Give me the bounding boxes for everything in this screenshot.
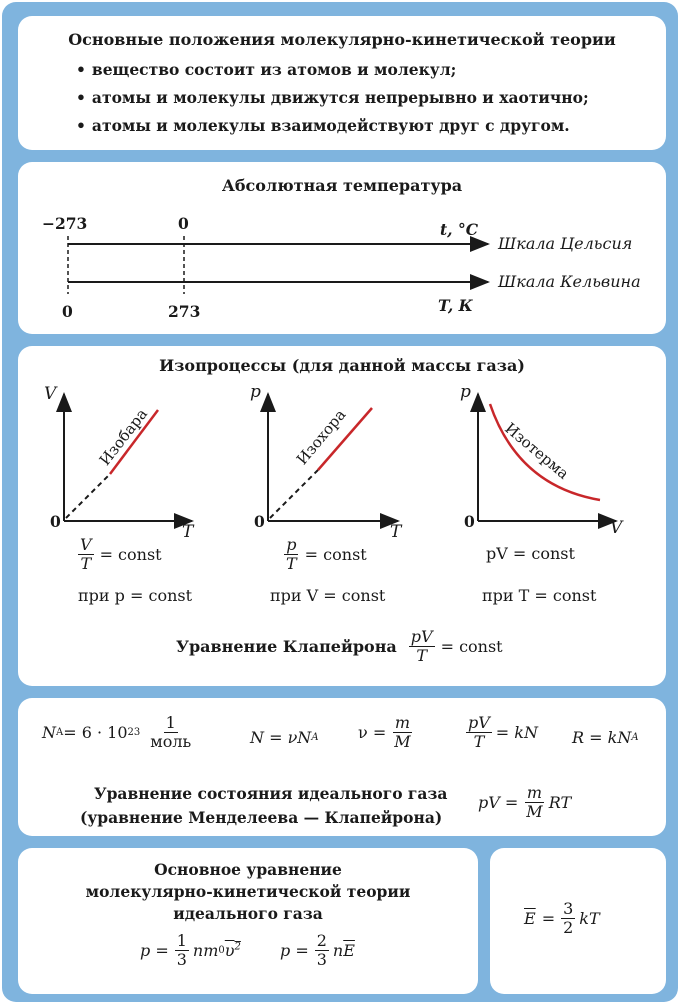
mkt-card bbox=[18, 16, 666, 150]
isobar-fraction: $\frac{V}{T}$ bbox=[80, 535, 92, 573]
isobar-condition: при p = const bbox=[78, 586, 193, 605]
pressure-energy-formula: p = $\frac{2}{3}$ n $\overline{E}$ bbox=[280, 931, 355, 969]
graph1-dashed-line bbox=[66, 474, 110, 518]
formulas-card bbox=[18, 698, 666, 836]
graph2-origin: 0 bbox=[254, 512, 265, 531]
isochore-fraction: $\frac{p}{T}$ bbox=[286, 535, 297, 573]
mkt-title: Основные положения молекулярно-кинетической теории bbox=[68, 30, 616, 49]
basic-equation-card bbox=[18, 848, 478, 994]
celsius-left-label: −273 bbox=[42, 214, 88, 233]
mkt-item-text: вещество состоит из атомов и молекул; bbox=[91, 60, 457, 79]
amount-fraction: $\frac{m}{M}$ bbox=[394, 713, 411, 751]
clapeyron-fraction: $\frac{pV}{T}$ bbox=[410, 627, 433, 665]
graph1-y-label: V bbox=[44, 384, 57, 404]
mkt-item-text: атомы и молекулы движутся непрерывно и хаотично; bbox=[91, 88, 589, 107]
energy-card bbox=[490, 848, 666, 994]
isoprocesses-card bbox=[18, 346, 666, 686]
mean-square-velocity: $\upsilon^2$ bbox=[224, 940, 241, 960]
gas-constant-formula: R = kN A bbox=[572, 728, 639, 747]
avogadro-fraction: $\frac{1}{\text{моль}}$ bbox=[150, 713, 192, 751]
pv-t-formula: $\frac{pV}{T}$ = kN bbox=[468, 713, 538, 751]
isochore-condition: при V = const bbox=[270, 586, 386, 605]
state-equation-label-1: Уравнение состояния идеального газа bbox=[94, 784, 448, 803]
amount-formula: ν = $\frac{m}{M}$ bbox=[358, 713, 411, 751]
kelvin-unit: T, К bbox=[438, 296, 473, 315]
mean-energy-symbol: $\overline{E}$ bbox=[343, 940, 355, 960]
basic-title-1: Основное уравнение bbox=[154, 860, 342, 879]
basic-title-2: молекулярно-кинетической теории bbox=[85, 882, 411, 901]
temperature-card bbox=[18, 162, 666, 334]
mkt-item-text: атомы и молекулы взаимодействуют друг с другом. bbox=[91, 116, 570, 135]
basic-title-3: идеального газа bbox=[173, 904, 323, 923]
bullet-icon: • bbox=[76, 60, 86, 79]
isoprocesses-title: Изопроцессы (для данной массы газа) bbox=[159, 356, 525, 375]
graph3-origin: 0 bbox=[464, 512, 475, 531]
two-thirds-fraction: $\frac{2}{3}$ bbox=[316, 931, 327, 969]
pv-t-fraction: $\frac{pV}{T}$ bbox=[468, 713, 490, 751]
temperature-title: Абсолютная температура bbox=[221, 176, 463, 195]
bullet-icon: • bbox=[76, 116, 86, 135]
mkt-item-3 bbox=[76, 116, 570, 135]
kelvin-scale-label: Шкала Кельвина bbox=[498, 272, 641, 291]
graph2-x-label: T bbox=[390, 522, 402, 542]
kelvin-273-label: 273 bbox=[168, 302, 201, 321]
isotherm-condition: при T = const bbox=[482, 586, 597, 605]
clapeyron-label: Уравнение Клапейрона bbox=[176, 636, 397, 656]
particle-count-formula: N = νN A bbox=[250, 728, 319, 747]
state-equation-label-2: (уравнение Менделеева — Клапейрона) bbox=[80, 808, 443, 827]
isobar-law: $\frac{V}{T}$ = const bbox=[80, 535, 162, 573]
graph1-origin: 0 bbox=[50, 512, 61, 531]
clapeyron-equation: Уравнение Клапейрона $\frac{pV}{T}$ = const bbox=[176, 627, 503, 665]
pressure-velocity-formula: p = $\frac{1}{3}$ nm 0 $\upsilon^2$ bbox=[140, 931, 241, 969]
mendeleev-clapeyron-formula: pV = $\frac{m}{M}$ RT bbox=[478, 783, 572, 821]
avogadro-formula: N A = 6 · 10 23 $\frac{1}{\text{моль}}$ bbox=[42, 713, 192, 751]
graph1-curve-label: Изобара bbox=[95, 405, 152, 469]
bullet-icon: • bbox=[76, 88, 86, 107]
graph1-x-label: T bbox=[182, 522, 194, 542]
three-halves-fraction: $\frac{3}{2}$ bbox=[563, 899, 574, 937]
isotherm-law: pV = const bbox=[486, 544, 575, 563]
mkt-item-1 bbox=[76, 60, 456, 79]
mkt-item-2 bbox=[76, 88, 589, 107]
graph2-curve-label: Изохора bbox=[292, 405, 350, 469]
celsius-zero-label: 0 bbox=[178, 214, 189, 233]
kelvin-zero-label: 0 bbox=[62, 302, 73, 321]
energy-formula: $\overline{E}$ = $\frac{3}{2}$ kT bbox=[524, 899, 600, 937]
graph3-x-label: V bbox=[610, 518, 623, 538]
celsius-unit: t, °C bbox=[440, 220, 479, 239]
celsius-scale-label: Шкала Цельсия bbox=[498, 234, 633, 253]
graph2-dashed-line bbox=[270, 470, 318, 518]
graph3-curve-label: Изотерма bbox=[501, 419, 573, 483]
mendeleev-fraction: $\frac{m}{M}$ bbox=[526, 783, 543, 821]
one-third-fraction: $\frac{1}{3}$ bbox=[176, 931, 187, 969]
graph3-y-label: p bbox=[460, 382, 471, 402]
isochore-law: $\frac{p}{T}$ = const bbox=[286, 535, 367, 573]
graph2-y-label: p bbox=[250, 382, 261, 402]
